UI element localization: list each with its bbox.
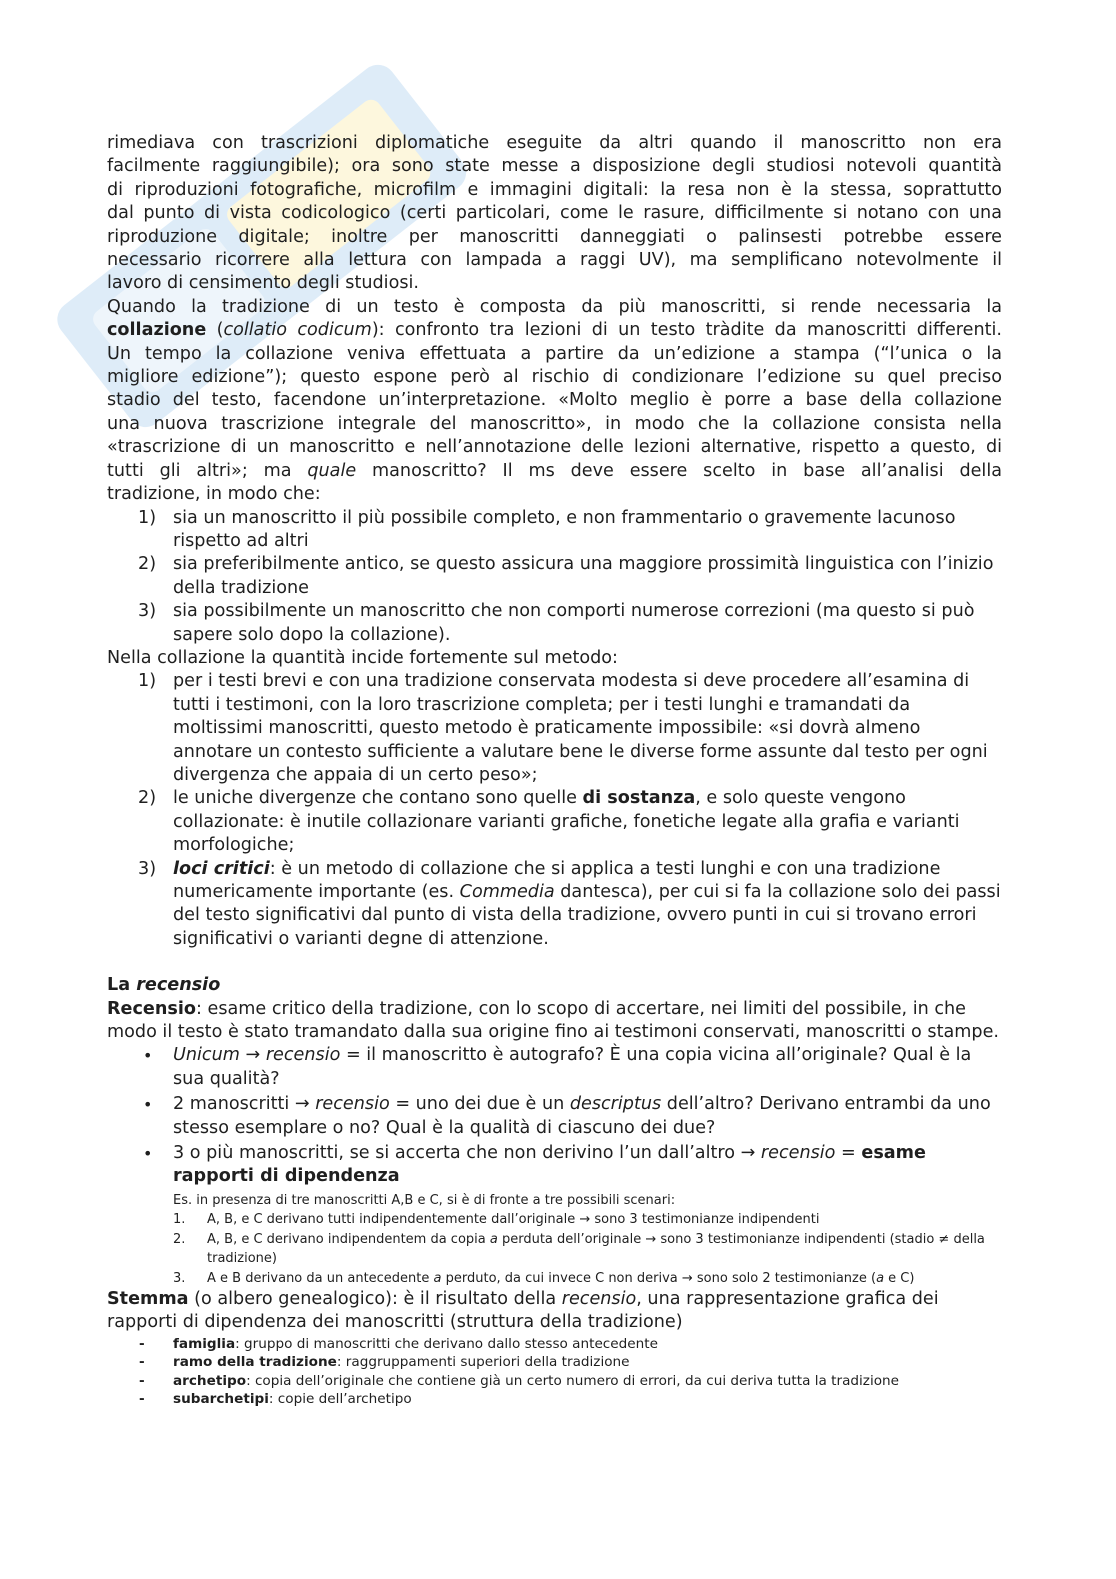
list-item: • 2 manoscritti → recensio = uno dei due è un descriptus dell’altro? Derivano entrambi da uno stesso esemplare o no? Qual è la qualità di ciascuno dei due? [143,1094,991,1138]
list-item: 1) sia un manoscritto il più possibile completo, e non frammentario o gravemente lacunoso rispetto ad altri [138,507,956,551]
list-item: - ramo della tradizione: raggruppamenti superiori della tradizione [139,1354,630,1371]
scenarios-list [107,1210,1002,1288]
list-item: 3) loci critici: è un metodo di collazione che si applica a testi lunghi e con una tradizione numericamente importante (es. Commedia dantesca), per cui si fa la collazione solo dei passi del testo significativi dal punto di vista della tradizione, ovvero punti in cui si trovano errori significativi o varianti degne di attenzione. [138,858,1001,949]
list-item: 3. A e B derivano da un antecedente a perduto, da cui invece C non deriva → sono solo 2 testimonianze (a e C) [173,1270,915,1286]
example-block: Es. in presenza di tre manoscritti A,B e C, si è di fronte a tre possibili scenari: 1. A, B, e C derivano tutti indipendentemente dall’originale → sono 3 testimonianze indipendenti 2. A, B, e C derivano indipendentem da copia a perduta dell’originale → sono 3 testimonianze indipendenti (stadio ≠ della tradizione) 3. A e B derivano da un antecedente a perduto, da cui invece C non deriva → sono solo 2 testimonianze (a e C) [107,1191,1002,1288]
list-item: • Unicum → recensio = il manoscritto è autografo? È una copia vicina all’originale? Qual è la sua qualità? [143,1045,972,1089]
cases-list [107,1044,1002,1188]
list-item: 3) sia possibilmente un manoscritto che non comporti numerose correzioni (ma questo si può sapere solo dopo la collazione). [138,601,975,645]
section-heading: La recensio [107,975,221,996]
paragraph-recensio-definition: Recensio: esame critico della tradizione, con lo scopo di accertare, nei limiti del possibile, in che modo il testo è stato tramandato dalla sua origine fino ai testimoni conservati, manoscritti o stampe. [107,998,999,1043]
list-item: • 3 o più manoscritti, se si accerta che non derivino l’un dall’altro → recensio = esame rapporti di dipendenza [143,1143,926,1187]
criteria-list [107,507,1002,647]
paragraph-stemma: Stemma (o albero genealogico): è il risultato della recensio, una rappresentazione grafica dei rapporti di dipendenza dei manoscritti (struttura della tradizione) [107,1288,939,1333]
list-item: 2) sia preferibilmente antico, se questo assicura una maggiore prossimità linguistica con l’inizio della tradizione [138,554,994,598]
paragraph-collazione: Quando la tradizione di un testo è composta da più manoscritti, si rende necessaria la collazione (collatio codicum): confronto tra lezioni di un testo tràdite da manoscritti differenti. Un tempo la collazione veniva effettuata a partire da un’edizione a stampa (“l’unica o la migliore edizione”); questo espone però al rischio di condizionare l’edizione su quel preciso stadio del testo, facendone un’interpretazione. «Molto meglio è porre a base della collazione una nuova trascrizione integrale del manoscritto», in modo che la collazione consista nella «trascrizione di un manoscritto e nell’annotazione delle lezioni alternative, rispetto a questo, di tutti gli altri»; ma quale manoscritto? Il ms deve essere scelto in base all’analisi della tradizione, in modo che: [107,296,1002,505]
list-item: 1. A, B, e C derivano tutti indipendentemente dall’originale → sono 3 testimonianze indipendenti [173,1212,820,1228]
list-item: - subarchetipi: copie dell’archetipo [139,1390,412,1407]
list-item: 2) le uniche divergenze che contano sono quelle di sostanza, e solo queste vengono collazionate: è inutile collazionare varianti grafiche, fonetiche legate alla grafia e varianti morfologiche; [138,788,960,856]
document-page [107,132,1002,1408]
list-item: 2. A, B, e C derivano indipendentem da copia a perduta dell’originale → sono 3 testimonianze indipendenti (stadio ≠ della tradizione) [173,1231,985,1267]
paragraph-quantita: Nella collazione la quantità incide fortemente sul metodo: [107,647,618,668]
list-item: 1) per i testi brevi e con una tradizione conservata modesta si deve procedere all’esamina di tutti i testimoni, con la loro trascrizione completa; per i testi lunghi e tramandati da moltissimi manoscritti, questo metodo è praticamente impossibile: «si dovrà almeno annotare un contesto sufficiente a valutare bene le diverse forme assunte dal testo per ogni divergenza che appaia di un certo peso»; [138,671,988,785]
paragraph-reproductions: rimediava con trascrizioni diplomatiche eseguite da altri quando il manoscritto non era facilmente raggiungibile); ora sono state messe a disposizione degli studiosi notevoli quantità di riproduzioni fotografiche, microfilm e immagini digitali: la resa non è la stessa, soprattutto dal punto di vista codicologico (certi particolari, come le rasure, difficilmente si notano con una riproduzione digitale; inoltre per manoscritti danneggiati o palinsesti potrebbe essere necessario ricorrere alla lettura con lampada a raggi UV), ma semplificano notevolmente il lavoro di censimento degli studiosi. [107,133,1002,294]
terms-list [107,1335,1002,1409]
list-item: - archetipo: copia dell’originale che contiene già un certo numero di errori, da cui deriva tutta la tradizione [139,1372,900,1389]
methods-list [107,670,1002,951]
list-item: - famiglia: gruppo di manoscritti che derivano dallo stesso antecedente [139,1335,658,1352]
